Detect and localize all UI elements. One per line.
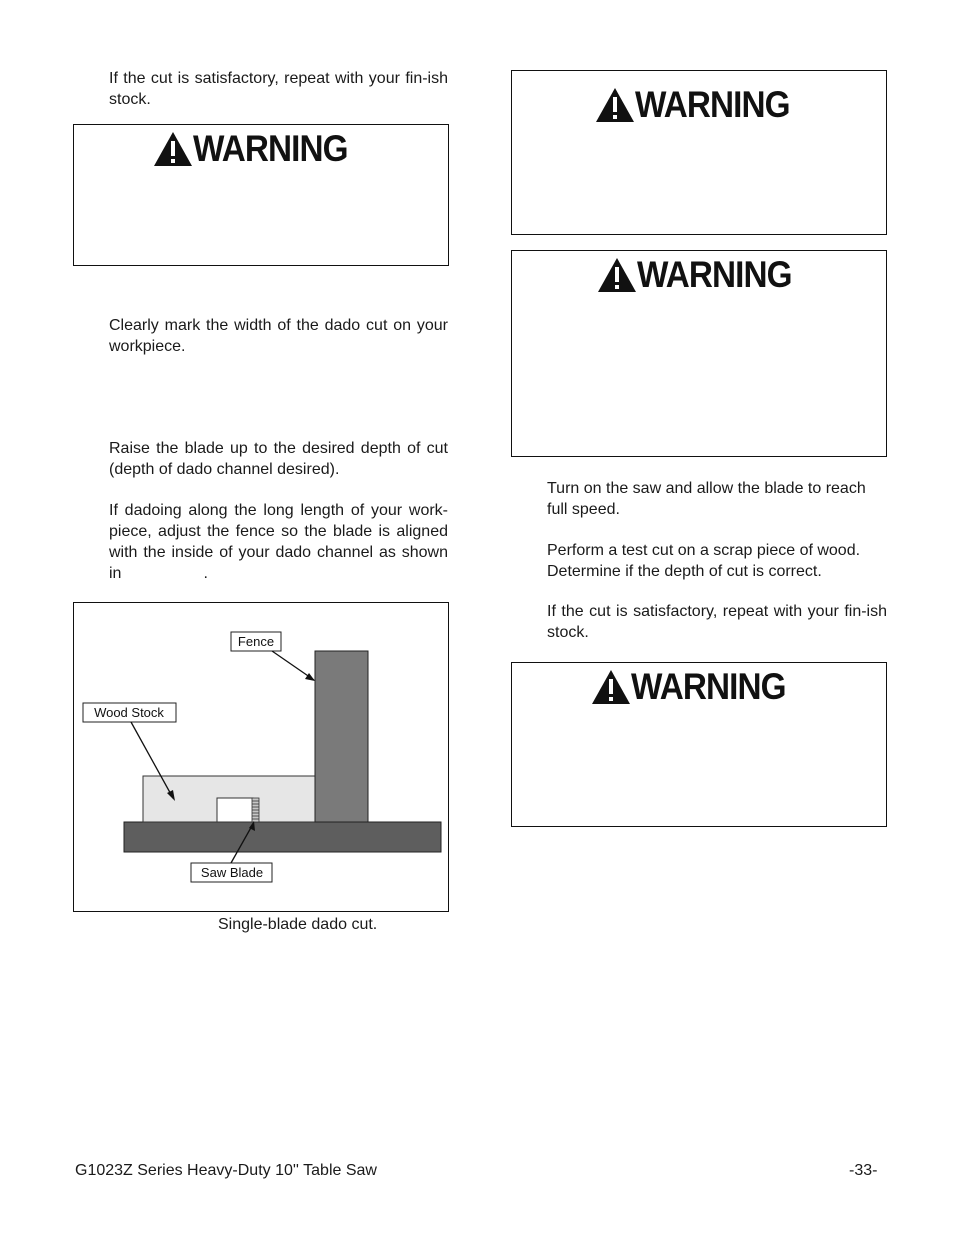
warning-header bbox=[153, 129, 365, 169]
warning-header bbox=[591, 667, 803, 707]
warning-box-2 bbox=[511, 70, 887, 235]
paragraph-repeat-finish-stock-right: If the cut is satisfactory, repeat with your fin-ish stock. bbox=[547, 603, 887, 641]
warning-triangle-icon bbox=[597, 257, 637, 293]
paragraph-adjust-fence-text: If dadoing along the long length of your work-piece, adjust the fence so the blade is aligned with the inside of your dado channel as shown in bbox=[109, 502, 448, 582]
table-surface bbox=[124, 822, 441, 852]
warning-box-4 bbox=[511, 662, 887, 827]
wood-stock-label: Wood Stock bbox=[94, 705, 164, 720]
warning-box-1 bbox=[73, 124, 449, 266]
dado-channel bbox=[217, 798, 253, 822]
paragraph-adjust-fence bbox=[109, 500, 448, 584]
warning-title: WARNING bbox=[193, 128, 348, 169]
paragraph-test-cut: Perform a test cut on a scrap piece of wood. Determine if the depth of cut is correct. bbox=[547, 542, 861, 580]
warning-title: WARNING bbox=[637, 254, 792, 295]
figure-dado-cut bbox=[73, 602, 449, 912]
warning-triangle-icon bbox=[153, 131, 193, 167]
paragraph-repeat-finish-stock: If the cut is satisfactory, repeat with your fin-ish stock. bbox=[109, 70, 448, 108]
warning-header bbox=[597, 255, 809, 295]
footer-manual-title: G1023Z Series Heavy-Duty 10'' Table Saw bbox=[75, 1162, 377, 1179]
footer-page-number: -33- bbox=[849, 1162, 878, 1179]
paragraph-raise-blade: Raise the blade up to the desired depth of cut (depth of dado channel desired). bbox=[109, 440, 448, 478]
fence-label: Fence bbox=[237, 634, 275, 649]
figure-caption: Single-blade dado cut. bbox=[218, 916, 378, 933]
warning-header bbox=[595, 85, 807, 125]
dado-diagram bbox=[74, 603, 447, 910]
saw-blade-shape bbox=[252, 798, 259, 822]
warning-triangle-icon bbox=[591, 669, 631, 705]
paragraph-mark-dado-width: Clearly mark the width of the dado cut on your workpiece. bbox=[109, 317, 448, 355]
warning-triangle-icon bbox=[595, 87, 635, 123]
warning-box-3 bbox=[511, 250, 887, 457]
warning-title: WARNING bbox=[635, 84, 790, 125]
paragraph-turn-on-saw: Turn on the saw and allow the blade to reach full speed. bbox=[547, 480, 866, 518]
fence-shape bbox=[315, 651, 368, 822]
paragraph-adjust-fence-end: . bbox=[203, 565, 208, 582]
saw-blade-label: Saw Blade bbox=[200, 865, 264, 880]
warning-title: WARNING bbox=[631, 666, 786, 707]
